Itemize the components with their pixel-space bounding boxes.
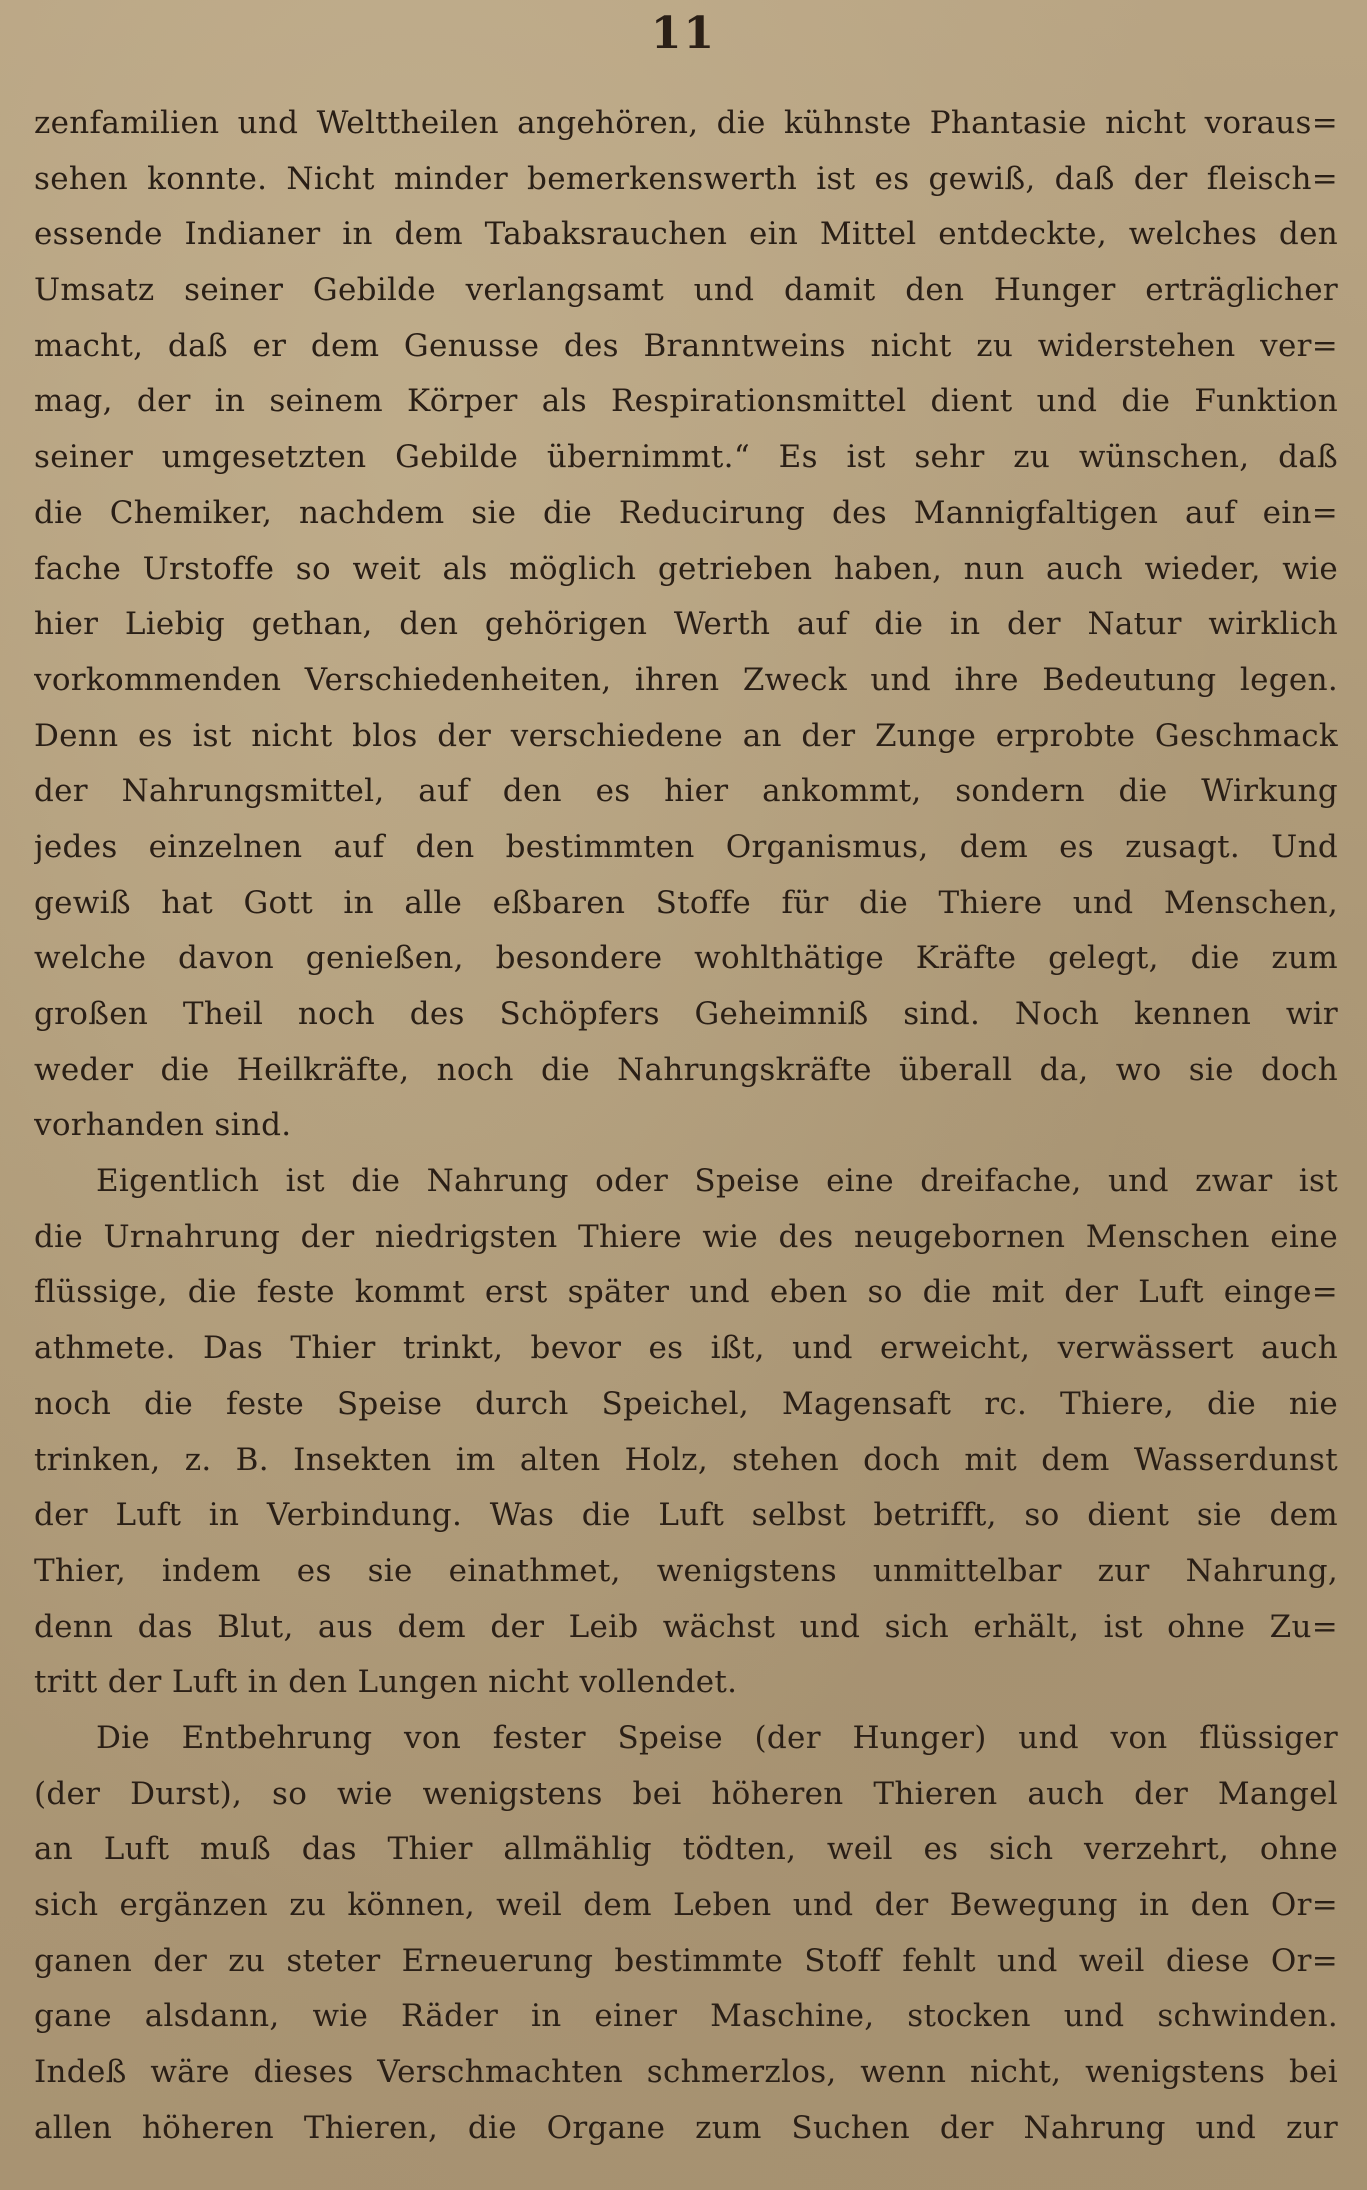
text-line: noch die feste Speise durch Speichel, Magensaft rc. Thiere, die nie — [34, 1385, 1338, 1422]
text-line: Umsatz seiner Gebilde verlangsamt und damit den Hunger erträglicher — [34, 272, 1338, 309]
text-line: seiner umgesetzten Gebilde übernimmt.“ Es ist sehr zu wünschen, daß — [34, 439, 1338, 476]
text-line: allen höheren Thieren, die Organe zum Suchen der Nahrung und zur — [34, 2109, 1338, 2146]
text-line: sehen konnte. Nicht minder bemerkenswerth ist es gewiß, daß der fleisch= — [34, 160, 1338, 197]
text-line: tritt der Luft in den Lungen nicht vollendet. — [34, 1664, 738, 1701]
text-line: jedes einzelnen auf den bestimmten Organismus, dem es zusagt. Und — [34, 828, 1338, 865]
text-line: Indeß wäre dieses Verschmachten schmerzlos, wenn nicht, wenigstens bei — [34, 2054, 1338, 2091]
text-line: fache Urstoffe so weit als möglich getrieben haben, nun auch wieder, wie — [34, 550, 1338, 587]
text-line: Die Entbehrung von fester Speise (der Hunger) und von flüssiger — [96, 1719, 1338, 1756]
text-line: denn das Blut, aus dem der Leib wächst und sich erhält, ist ohne Zu= — [34, 1608, 1338, 1645]
text-line: Eigentlich ist die Nahrung oder Speise eine dreifache, und zwar ist — [96, 1163, 1338, 1200]
text-line: großen Theil noch des Schöpfers Geheimniß sind. Noch kennen wir — [34, 996, 1338, 1032]
text-line: vorkommenden Verschiedenheiten, ihren Zweck und ihre Bedeutung legen. — [34, 661, 1338, 698]
text-line: Thier, indem es sie einathmet, wenigstens unmittelbar zur Nahrung, — [34, 1552, 1338, 1589]
text-line: vorhanden sind. — [34, 1107, 292, 1144]
text-line: die Chemiker, nachdem sie die Reducirung des Mannigfaltigen auf ein= — [34, 494, 1338, 531]
body-text — [34, 96, 1338, 2156]
text-line: zenfamilien und Welttheilen angehören, die kühnste Phantasie nicht voraus= — [34, 105, 1338, 141]
text-line: mag, der in seinem Körper als Respirationsmittel dient und die Funktion — [34, 383, 1338, 420]
text-line: sich ergänzen zu können, weil dem Leben und der Bewegung in den Or= — [34, 1887, 1338, 1923]
text-line: macht, daß er dem Genusse des Branntweins nicht zu widerstehen ver= — [34, 327, 1338, 364]
text-line: flüssige, die feste kommt erst später und eben so die mit der Luft einge= — [34, 1274, 1338, 1311]
text-line: athmete. Das Thier trinkt, bevor es ißt, und erweicht, verwässert auch — [34, 1330, 1338, 1367]
text-line: die Urnahrung der niedrigsten Thiere wie des neugebornen Menschen eine — [34, 1218, 1338, 1255]
text-line: essende Indianer in dem Tabaksrauchen ein Mittel entdeckte, welches den — [34, 216, 1338, 253]
text-line: trinken, z. B. Insekten im alten Holz, stehen doch mit dem Wasserdunst — [34, 1441, 1338, 1478]
page-number: 11 — [650, 8, 717, 59]
paragraph-1 — [34, 96, 1338, 1154]
text-line: weder die Heilkräfte, noch die Nahrungskräfte überall da, wo sie doch — [34, 1051, 1338, 1088]
text-line: (der Durst), so wie wenigstens bei höheren Thieren auch der Mangel — [34, 1775, 1338, 1812]
text-line: Denn es ist nicht blos der verschiedene an der Zunge erprobte Geschmack — [34, 717, 1338, 754]
text-line: welche davon genießen, besondere wohlthätige Kräfte gelegt, die zum — [34, 940, 1338, 977]
text-line: ganen der zu steter Erneuerung bestimmte Stoff fehlt und weil diese Or= — [34, 1942, 1338, 1979]
text-line: gewiß hat Gott in alle eßbaren Stoffe für die Thiere und Menschen, — [34, 884, 1338, 921]
text-line: hier Liebig gethan, den gehörigen Werth auf die in der Natur wirklich — [34, 606, 1338, 643]
text-line: der Luft in Verbindung. Was die Luft selbst betrifft, so dient sie dem — [34, 1497, 1338, 1534]
text-line: an Luft muß das Thier allmählig tödten, weil es sich verzehrt, ohne — [34, 1831, 1338, 1868]
paragraph-3 — [34, 1711, 1338, 2157]
text-line: gane alsdann, wie Räder in einer Maschine, stocken und schwinden. — [34, 1998, 1338, 2035]
paragraph-2 — [34, 1154, 1338, 1711]
text-line: der Nahrungsmittel, auf den es hier ankommt, sondern die Wirkung — [34, 773, 1338, 810]
